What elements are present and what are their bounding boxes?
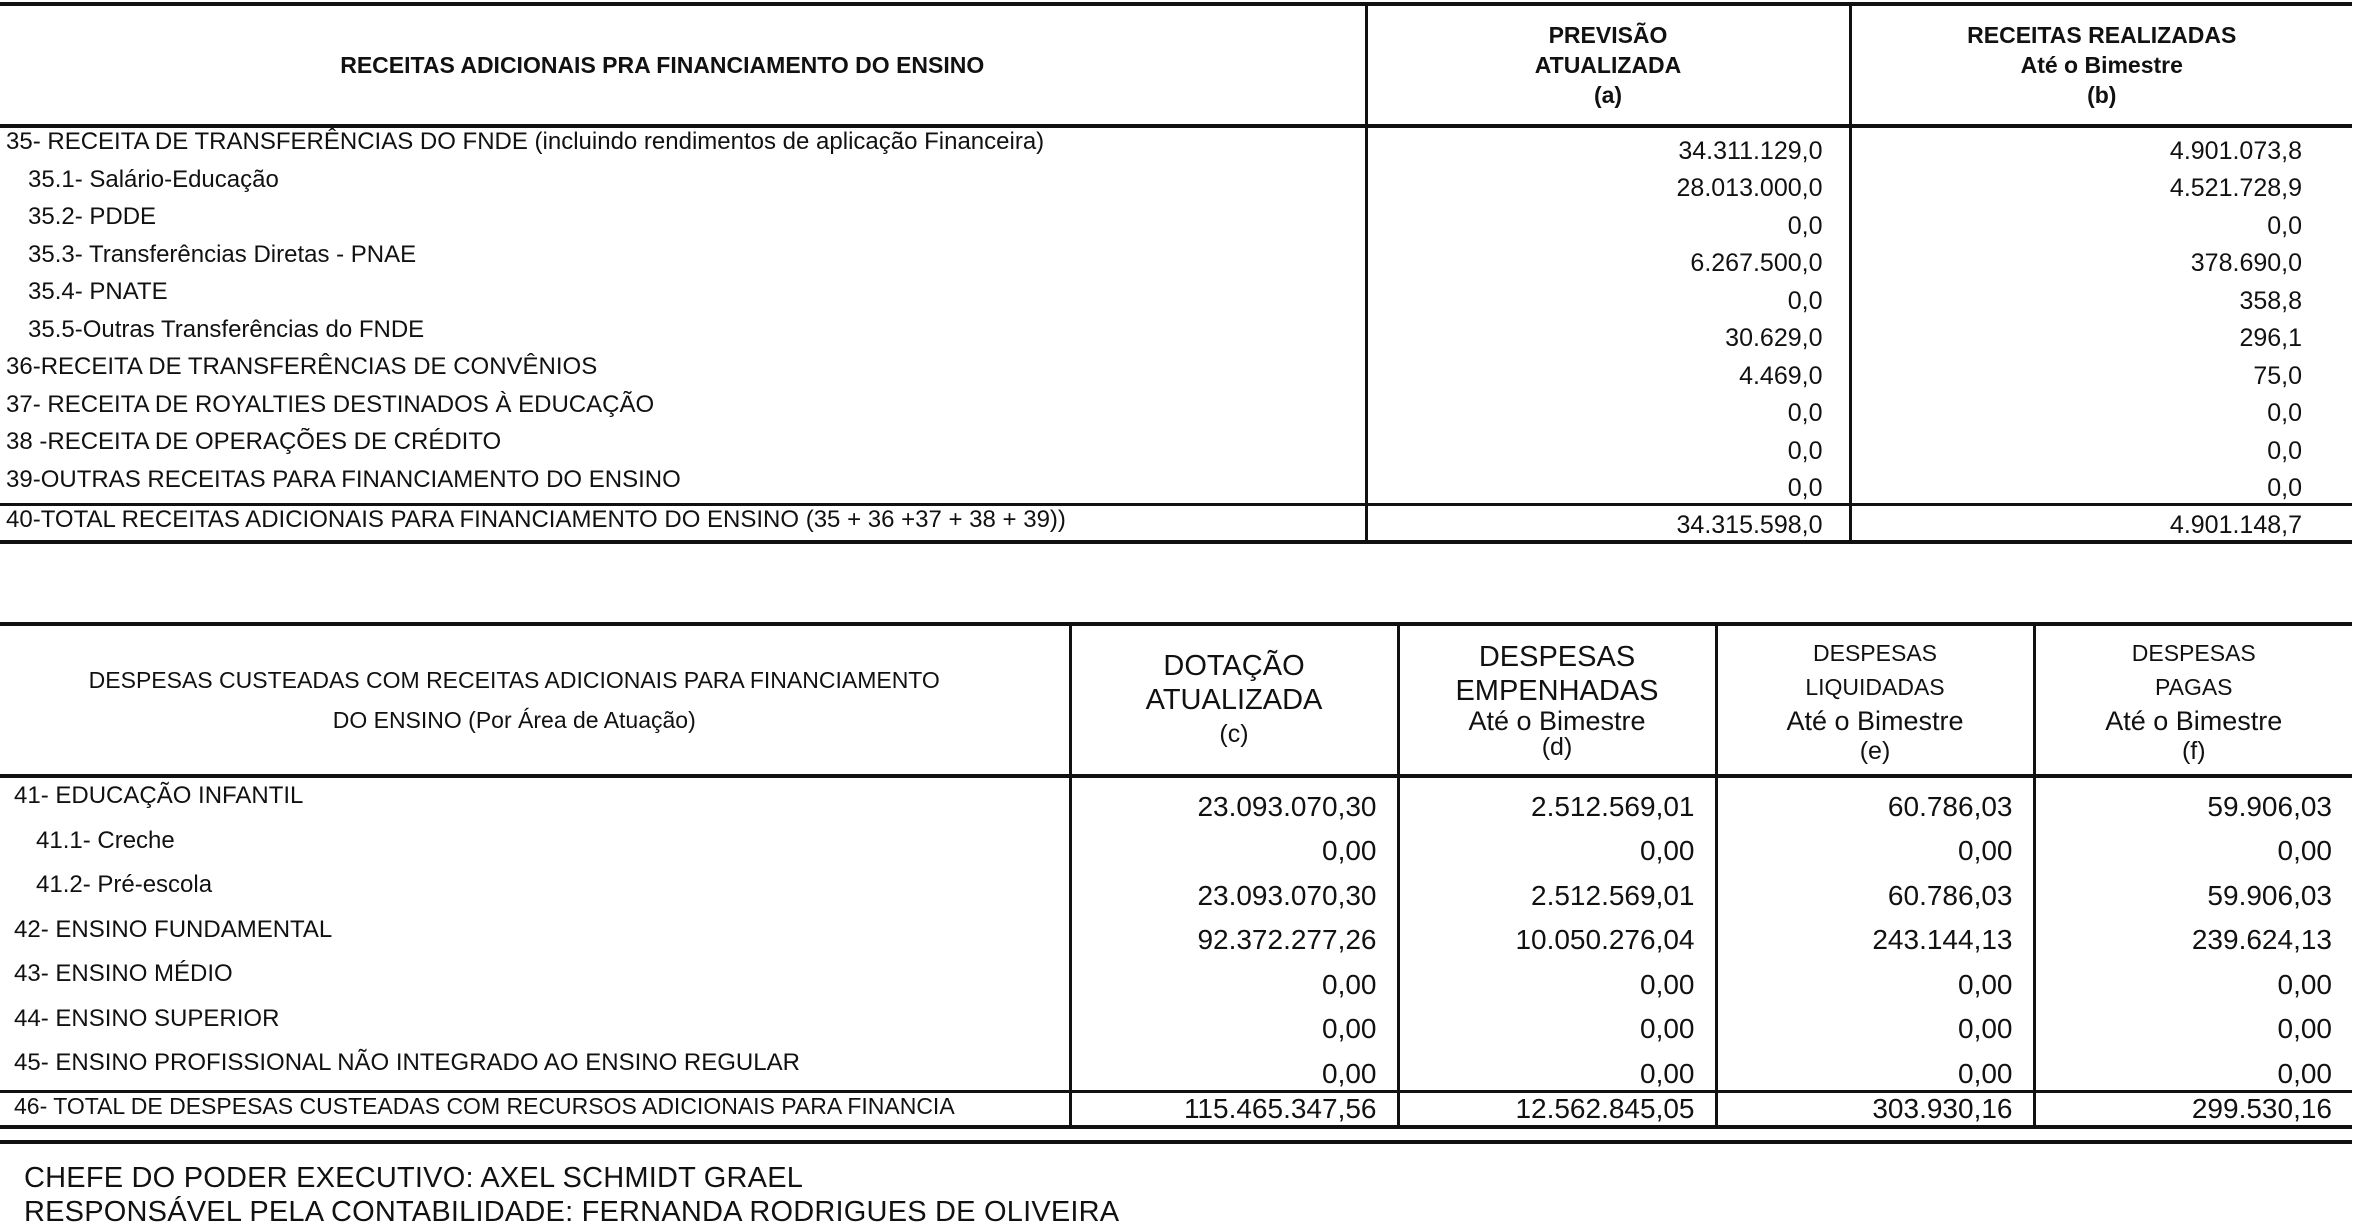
row-label: 36-RECEITA DE TRANSFERÊNCIAS DE CONVÊNIOS xyxy=(6,353,598,380)
signature-divider xyxy=(0,1140,2352,1144)
total-pagas: 299.530,16 xyxy=(2034,1091,2352,1127)
cell-realizada: 378.690,0 xyxy=(1850,241,2352,279)
cell-pagas: 239.624,13 xyxy=(2034,912,2352,957)
cell-realizada: 4.901.073,8 xyxy=(1850,126,2352,166)
total-label: 46- TOTAL DE DESPESAS CUSTEADAS COM RECURSOS ADICIONAIS PARA FINANCIA xyxy=(0,1091,1070,1127)
cell-dotacao: 92.372.277,26 xyxy=(1070,912,1398,957)
total-liquidadas: 303.930,16 xyxy=(1716,1091,2034,1127)
cell-empenhadas: 10.050.276,04 xyxy=(1398,912,1716,957)
cell-previsao: 0,0 xyxy=(1366,278,1850,316)
header-line: Até o Bimestre xyxy=(1786,706,1964,736)
cell-liquidadas: 243.144,13 xyxy=(1716,912,2034,957)
cell-previsao: 30.629,0 xyxy=(1366,316,1850,354)
cell-realizada: 296,1 xyxy=(1850,316,2352,354)
cell-liquidadas: 0,00 xyxy=(1716,956,2034,1001)
row-label: 37- RECEITA DE ROYALTIES DESTINADOS À EDUCAÇÃO xyxy=(6,390,655,418)
cell-liquidadas: 0,00 xyxy=(1716,1045,2034,1091)
cell-previsao: 6.267.500,0 xyxy=(1366,241,1850,279)
header-line: PAGAS xyxy=(2154,674,2233,700)
receitas-header-previsao xyxy=(1366,4,1850,126)
despesas-header-liquidadas xyxy=(1716,624,2034,776)
table-row xyxy=(0,278,2352,316)
table-row xyxy=(0,126,2352,166)
table-row xyxy=(0,956,2352,1001)
row-label: 39-OUTRAS RECEITAS PARA FINANCIAMENTO DO ENSINO xyxy=(6,465,681,493)
signature-chefe: CHEFE DO PODER EXECUTIVO: AXEL SCHMIDT GRAEL xyxy=(24,1162,804,1194)
cell-realizada: 75,0 xyxy=(1850,353,2352,391)
header-line: DO ENSINO (Por Área de Atuação) xyxy=(332,707,696,733)
row-label: 35.3- Transferências Diretas - PNAE xyxy=(28,240,417,268)
table-row xyxy=(0,867,2352,912)
cell-pagas: 0,00 xyxy=(2034,1001,2352,1046)
table-row xyxy=(0,166,2352,204)
header-line: ATUALIZADA xyxy=(1145,684,1323,716)
row-label: 42- ENSINO FUNDAMENTAL xyxy=(14,915,333,943)
total-label: 40-TOTAL RECEITAS ADICIONAIS PARA FINANCIAMENTO DO ENSINO (35 + 36 +37 + 38 + 39)) xyxy=(0,505,1366,543)
cell-previsao: 34.311.129,0 xyxy=(1366,126,1850,166)
cell-empenhadas: 0,00 xyxy=(1398,823,1716,868)
cell-empenhadas: 0,00 xyxy=(1398,956,1716,1001)
table-row xyxy=(0,241,2352,279)
receitas-table xyxy=(0,2,2352,544)
row-label: 35- RECEITA DE TRANSFERÊNCIAS DO FNDE (incluindo rendimentos de aplicação Financeira) xyxy=(6,128,1045,155)
cell-realizada: 358,8 xyxy=(1850,278,2352,316)
total-empenhadas: 12.562.845,05 xyxy=(1398,1091,1716,1127)
header-line: LIQUIDADAS xyxy=(1805,674,1945,700)
row-label: 41- EDUCAÇÃO INFANTIL xyxy=(14,782,304,809)
table-row xyxy=(0,823,2352,868)
header-line: (c) xyxy=(1219,720,1249,748)
header-line: (f) xyxy=(2181,737,2206,765)
receitas-header-realizadas xyxy=(1850,4,2352,126)
row-label: 35.4- PNATE xyxy=(28,278,168,305)
table-row xyxy=(0,1001,2352,1046)
header-line: DOTAÇÃO xyxy=(1163,650,1305,682)
row-label: 41.1- Creche xyxy=(36,826,175,854)
receitas-total-row xyxy=(0,505,2352,543)
cell-previsao: 0,0 xyxy=(1366,391,1850,429)
cell-realizada: 0,0 xyxy=(1850,466,2352,505)
cell-liquidadas: 60.786,03 xyxy=(1716,867,2034,912)
header-line: DESPESAS xyxy=(2131,640,2256,666)
table-row xyxy=(0,912,2352,957)
receitas-header-label: RECEITAS ADICIONAIS PRA FINANCIAMENTO DO ENSINO xyxy=(0,4,1366,126)
cell-liquidadas: 60.786,03 xyxy=(1716,776,2034,823)
header-line: Até o Bimestre xyxy=(1468,706,1646,736)
header-line: (a) xyxy=(1593,82,1623,108)
header-line: Até o Bimestre xyxy=(2020,52,2183,78)
cell-dotacao: 0,00 xyxy=(1070,956,1398,1001)
table-row xyxy=(0,1045,2352,1091)
row-label: 35.2- PDDE xyxy=(28,203,157,230)
header-line: RECEITAS REALIZADAS xyxy=(1967,22,2237,48)
row-label: 35.5-Outras Transferências do FNDE xyxy=(28,315,425,343)
table-row xyxy=(0,353,2352,391)
cell-dotacao: 0,00 xyxy=(1070,1001,1398,1046)
cell-pagas: 59.906,03 xyxy=(2034,776,2352,823)
table-row xyxy=(0,203,2352,241)
cell-empenhadas: 0,00 xyxy=(1398,1045,1716,1091)
header-line: DESPESAS xyxy=(1478,641,1636,673)
table-row xyxy=(0,428,2352,466)
table-row xyxy=(0,466,2352,505)
cell-dotacao: 0,00 xyxy=(1070,1045,1398,1091)
header-line: DESPESAS xyxy=(1813,640,1937,666)
cell-empenhadas: 2.512.569,01 xyxy=(1398,776,1716,823)
row-label: 44- ENSINO SUPERIOR xyxy=(14,1004,280,1032)
despesas-total-row xyxy=(0,1091,2352,1127)
cell-empenhadas: 2.512.569,01 xyxy=(1398,867,1716,912)
cell-dotacao: 23.093.070,30 xyxy=(1070,867,1398,912)
cell-empenhadas: 0,00 xyxy=(1398,1001,1716,1046)
cell-realizada: 0,0 xyxy=(1850,391,2352,429)
header-line: (d) xyxy=(1541,733,1573,761)
cell-previsao: 0,0 xyxy=(1366,428,1850,466)
despesas-header-row xyxy=(0,624,2352,776)
row-label: 38 -RECEITA DE OPERAÇÕES DE CRÉDITO xyxy=(6,428,502,455)
cell-previsao: 0,0 xyxy=(1366,466,1850,505)
cell-previsao: 28.013.000,0 xyxy=(1366,166,1850,204)
table-row xyxy=(0,776,2352,823)
cell-pagas: 59.906,03 xyxy=(2034,867,2352,912)
cell-previsao: 0,0 xyxy=(1366,203,1850,241)
row-label: 43- ENSINO MÉDIO xyxy=(14,960,233,987)
cell-realizada: 0,0 xyxy=(1850,428,2352,466)
row-label: 45- ENSINO PROFISSIONAL NÃO INTEGRADO AO ENSINO REGULAR xyxy=(14,1049,800,1076)
table-row xyxy=(0,316,2352,354)
header-line: ATUALIZADA xyxy=(1534,52,1682,78)
header-line: DESPESAS CUSTEADAS COM RECEITAS ADICIONAIS PARA FINANCIAMENTO xyxy=(88,667,940,693)
despesas-table xyxy=(0,622,2352,1129)
cell-dotacao: 0,00 xyxy=(1070,823,1398,868)
header-line: (e) xyxy=(1859,737,1891,765)
cell-pagas: 0,00 xyxy=(2034,1045,2352,1091)
header-line: Até o Bimestre xyxy=(2105,706,2283,736)
cell-dotacao: 23.093.070,30 xyxy=(1070,776,1398,823)
despesas-header-label xyxy=(0,624,1070,776)
total-realizada: 4.901.148,7 xyxy=(1850,505,2352,543)
cell-realizada: 4.521.728,9 xyxy=(1850,166,2352,204)
cell-liquidadas: 0,00 xyxy=(1716,823,2034,868)
row-label: 41.2- Pré-escola xyxy=(36,871,213,898)
cell-liquidadas: 0,00 xyxy=(1716,1001,2034,1046)
row-label: 35.1- Salário-Educação xyxy=(28,165,279,193)
header-line: (b) xyxy=(2087,82,2117,108)
despesas-header-empenhadas xyxy=(1398,624,1716,776)
total-previsao: 34.315.598,0 xyxy=(1366,505,1850,543)
cell-pagas: 0,00 xyxy=(2034,823,2352,868)
cell-pagas: 0,00 xyxy=(2034,956,2352,1001)
cell-previsao: 4.469,0 xyxy=(1366,353,1850,391)
header-line: PREVISÃO xyxy=(1548,22,1668,48)
signature-contabilidade: RESPONSÁVEL PELA CONTABILIDADE: FERNANDA RODRIGUES DE OLIVEIRA xyxy=(24,1196,1120,1228)
header-line: EMPENHADAS xyxy=(1455,675,1659,707)
total-dotacao: 115.465.347,56 xyxy=(1070,1091,1398,1127)
cell-realizada: 0,0 xyxy=(1850,203,2352,241)
despesas-header-pagas xyxy=(2034,624,2352,776)
table-row xyxy=(0,391,2352,429)
receitas-header-row xyxy=(0,4,2352,126)
despesas-header-dotacao xyxy=(1070,624,1398,776)
